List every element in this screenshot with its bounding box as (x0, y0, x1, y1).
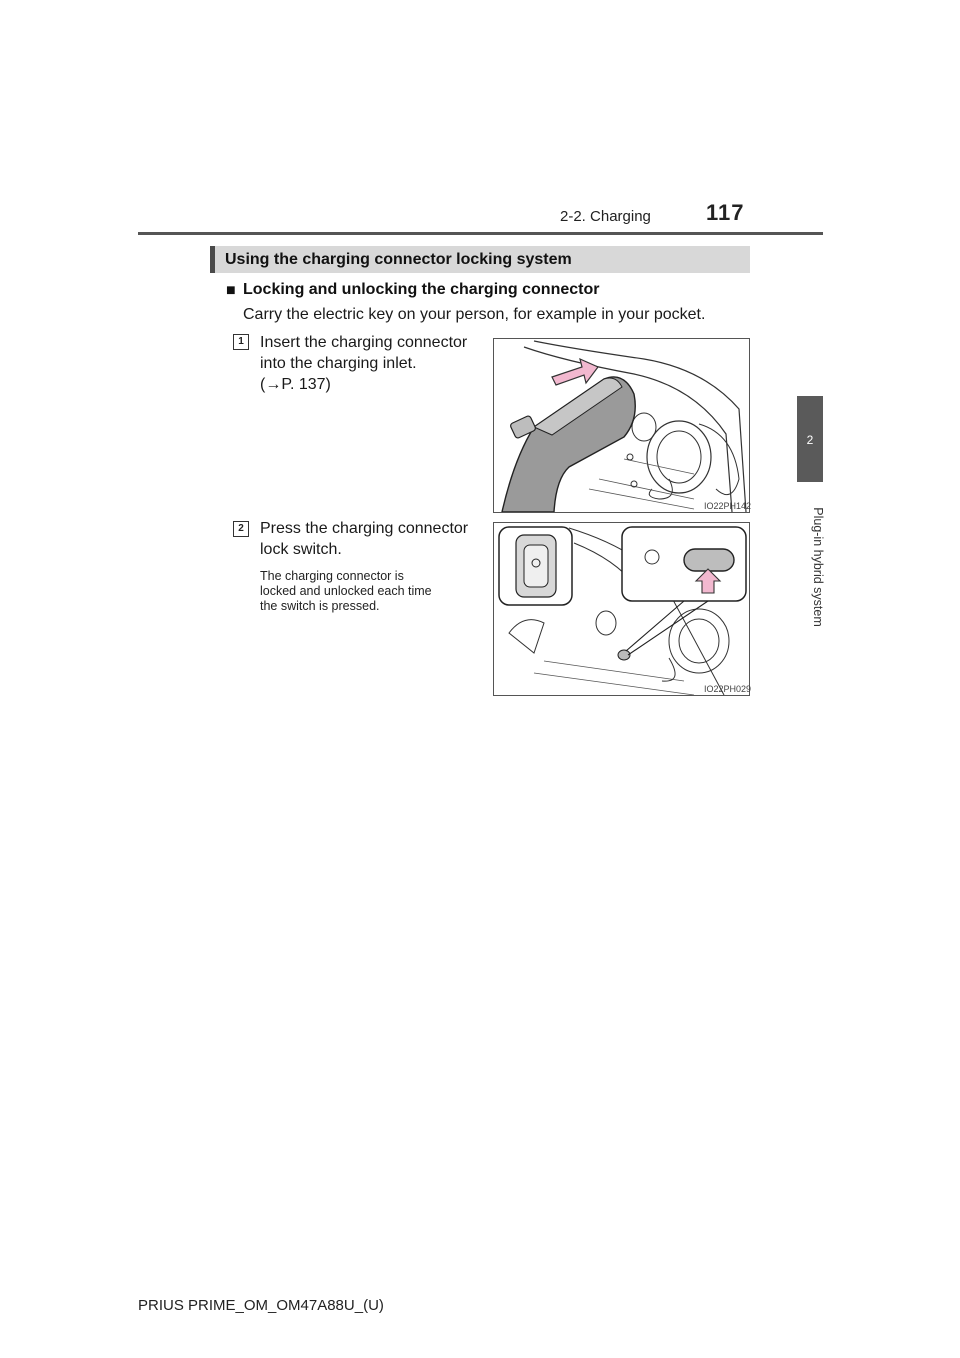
step-2-text (260, 518, 480, 560)
chapter-tab-number: 2 (806, 433, 814, 447)
step-2-note (260, 569, 478, 614)
step-number-2: 2 (233, 521, 249, 537)
step-1-line: (→P. 137) (260, 376, 331, 393)
header-rule (138, 232, 823, 235)
page-number: 117 (706, 200, 745, 225)
step-2-line: Press the charging connector (260, 520, 469, 537)
step-2-note-line: The charging connector is (260, 569, 404, 583)
subsection-heading: Locking and unlocking the charging connector (243, 281, 600, 298)
chapter-tab-title: Plug-in hybrid system (811, 507, 825, 627)
figure-lock-switch (493, 522, 750, 696)
step-2-line: lock switch. (260, 541, 342, 558)
connector-insert-illustration (494, 339, 752, 512)
figure-code-2: IO22PH029 (704, 684, 752, 694)
manual-code-footer: PRIUS PRIME_OM_OM47A88U_(U) (138, 1297, 384, 1314)
figure-code-1: IO22PH142 (704, 501, 752, 511)
figure-insert-connector (493, 338, 750, 513)
running-header-section: 2-2. Charging (560, 208, 651, 225)
lock-switch-illustration (494, 523, 752, 695)
step-1-line: Insert the charging connector (260, 334, 468, 351)
intro-paragraph: Carry the electric key on your person, for example in your pocket. (243, 306, 706, 323)
step-1-text (260, 332, 480, 395)
step-number-1: 1 (233, 334, 249, 350)
subsection-marker: ■ (226, 282, 236, 299)
section-heading: Using the charging connector locking system (225, 251, 572, 268)
step-1-line: into the charging inlet. (260, 355, 417, 372)
step-2-note-line: the switch is pressed. (260, 599, 380, 613)
step-2-note-line: locked and unlocked each time (260, 584, 432, 598)
